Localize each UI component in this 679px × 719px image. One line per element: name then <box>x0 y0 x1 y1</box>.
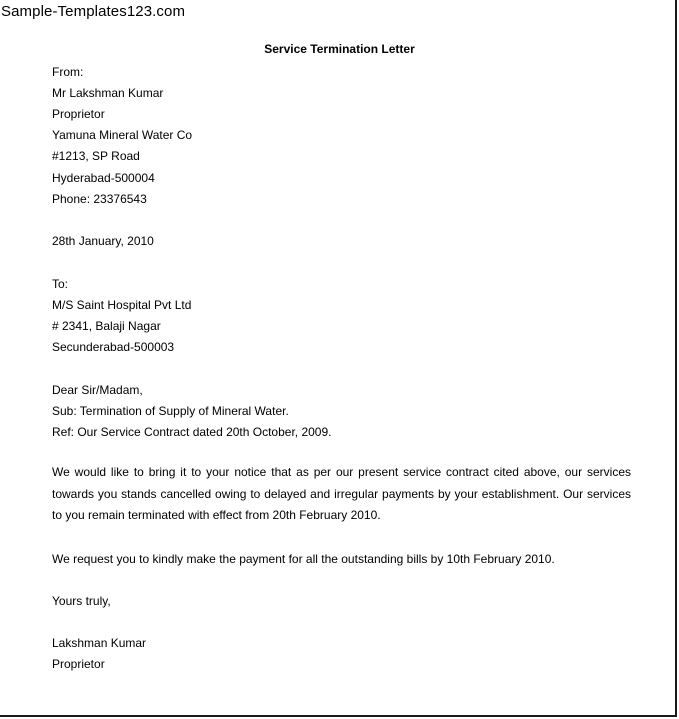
from-label: From: <box>52 65 84 79</box>
sender-name: Mr Lakshman Kumar <box>52 86 164 100</box>
salutation: Dear Sir/Madam, <box>52 383 143 397</box>
sender-address-line2: Hyderabad-500004 <box>52 171 155 185</box>
signature-name: Lakshman Kumar <box>52 636 147 650</box>
recipient-address-line1: # 2341, Balaji Nagar <box>52 319 161 333</box>
recipient-address-line2: Secunderabad-500003 <box>52 340 175 354</box>
body-paragraph-1: We would like to bring it to your notice that as per our present service contract cited above, our services towards you stands cancelled owing to delayed and irregular payments by your establishment. Our services to you remain terminated with effect from 20th February 2010. <box>52 465 631 522</box>
reference-line: Ref: Our Service Contract dated 20th October, 2009. <box>52 425 332 439</box>
sender-company: Yamuna Mineral Water Co <box>52 128 193 142</box>
site-watermark: Sample-Templates123.com <box>1 3 186 20</box>
recipient-company: M/S Saint Hospital Pvt Ltd <box>52 298 192 312</box>
subject-line: Sub: Termination of Supply of Mineral Water. <box>52 404 289 418</box>
sender-address-line1: #1213, SP Road <box>52 149 140 163</box>
sender-phone: Phone: 23376543 <box>52 192 147 206</box>
sender-designation: Proprietor <box>52 107 105 121</box>
letter-date: 28th January, 2010 <box>52 234 154 248</box>
signature-title: Proprietor <box>52 657 105 671</box>
body-paragraph-2: We request you to kindly make the payment for all the outstanding bills by 10th February 2010. <box>52 552 555 566</box>
closing: Yours truly, <box>52 594 111 608</box>
letter-title: Service Termination Letter <box>264 42 415 56</box>
to-label: To: <box>52 277 69 291</box>
